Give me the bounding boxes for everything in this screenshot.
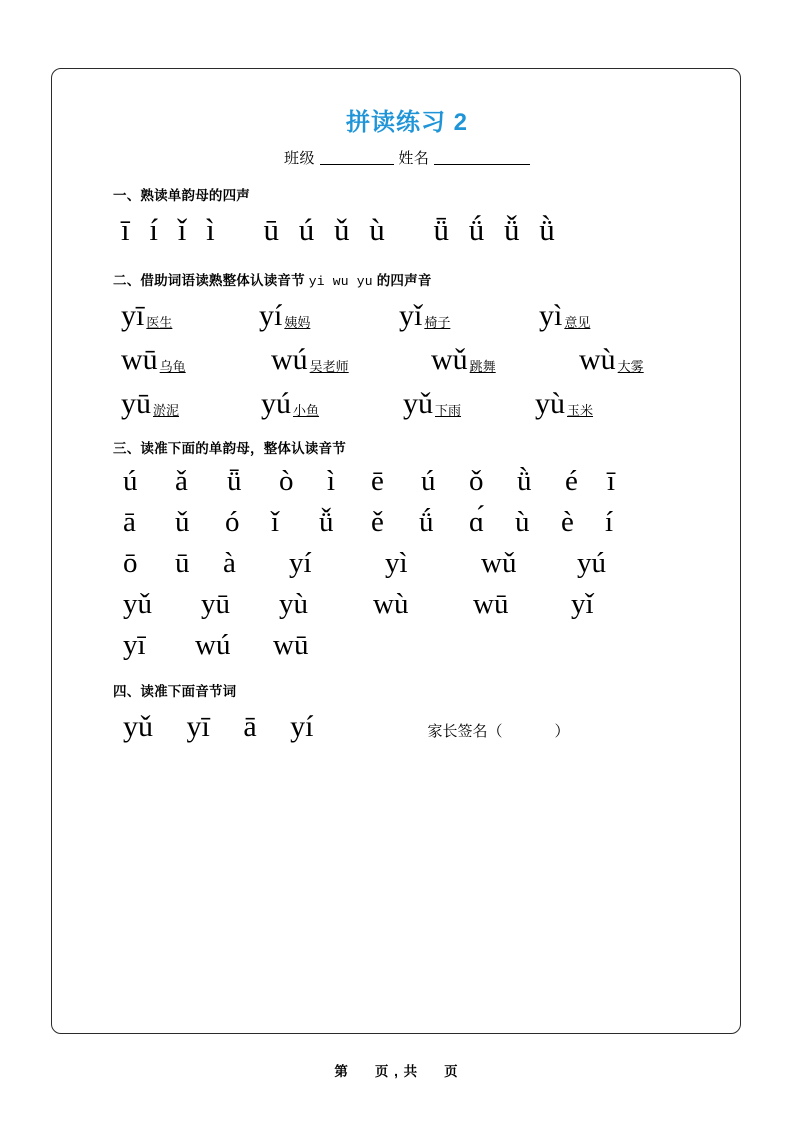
syllable: ó bbox=[225, 505, 240, 538]
syllable: í bbox=[605, 505, 614, 538]
syllable: wǔ bbox=[431, 342, 468, 376]
list-item bbox=[579, 343, 644, 377]
name-label: 姓名 bbox=[398, 150, 430, 167]
syllable: yǐ bbox=[571, 587, 594, 620]
table-row bbox=[123, 465, 701, 498]
syllable: ē bbox=[371, 464, 384, 497]
syllable: ā bbox=[123, 505, 136, 538]
gloss: 吴老师 bbox=[309, 358, 349, 374]
section-1-heading: 一、熟读单韵母的四声 bbox=[113, 188, 250, 203]
list-item bbox=[535, 387, 593, 421]
syllable: è bbox=[561, 505, 574, 538]
syllable: ǔ bbox=[175, 505, 190, 538]
syllable: ú bbox=[123, 464, 138, 497]
syllable: yú bbox=[261, 386, 291, 420]
syllable: ǜ bbox=[517, 464, 532, 497]
syllable: ò bbox=[279, 464, 294, 497]
vowel-group: ī í ǐ ì bbox=[121, 212, 221, 247]
section-4-row bbox=[113, 710, 701, 744]
gloss: 跳舞 bbox=[469, 358, 496, 374]
syllable: ù bbox=[515, 505, 530, 538]
syllable: yǔ bbox=[123, 587, 152, 620]
list-item bbox=[399, 299, 539, 333]
section-4-heading: 四、读准下面音节词 bbox=[113, 683, 237, 699]
gloss: 姨妈 bbox=[284, 314, 311, 330]
syllable: yū bbox=[201, 587, 230, 620]
section-2-heading-prefix: 二、借助词语读熟整体认读音节 bbox=[113, 272, 309, 288]
table-row bbox=[123, 588, 701, 621]
syllable: yǔ bbox=[403, 386, 433, 420]
list-item bbox=[121, 343, 271, 377]
section-3-heading: 三、读准下面的单韵母，整体认读音节 bbox=[113, 440, 346, 456]
table-row bbox=[123, 629, 701, 662]
list-item bbox=[261, 387, 403, 421]
table-row bbox=[121, 387, 701, 421]
gloss: 淤泥 bbox=[153, 402, 180, 418]
syllable: wù bbox=[373, 587, 409, 620]
gloss: 乌龟 bbox=[159, 358, 186, 374]
parent-signature-close: ） bbox=[554, 722, 570, 740]
syllable: yī bbox=[186, 709, 210, 743]
list-item bbox=[271, 343, 431, 377]
syllable: ā bbox=[243, 709, 257, 743]
syllable: ǒ bbox=[469, 464, 484, 497]
footer-middle: 页 , 共 bbox=[374, 1064, 419, 1079]
syllable: yī bbox=[123, 628, 146, 661]
syllable-list bbox=[123, 710, 340, 744]
gloss: 下雨 bbox=[435, 402, 462, 418]
syllable: yí bbox=[259, 298, 283, 332]
syllable: yù bbox=[279, 587, 308, 620]
syllable: ǚ bbox=[319, 505, 334, 538]
syllable: wū bbox=[121, 342, 158, 376]
syllable: ì bbox=[327, 464, 336, 497]
syllable: yū bbox=[121, 386, 151, 420]
list-item bbox=[121, 387, 261, 421]
syllable: wú bbox=[195, 628, 231, 661]
syllable: wū bbox=[273, 628, 309, 661]
gloss: 意见 bbox=[564, 314, 591, 330]
name-blank[interactable] bbox=[434, 150, 530, 165]
syllable: yī bbox=[121, 298, 145, 332]
syllable: ō bbox=[123, 546, 138, 579]
list-item bbox=[539, 299, 590, 333]
gloss: 小鱼 bbox=[293, 402, 320, 418]
parent-signature-label: 家长签名（ bbox=[427, 722, 503, 740]
gloss: 大雾 bbox=[617, 358, 644, 374]
syllable: yǐ bbox=[399, 298, 423, 332]
section-2-heading bbox=[113, 269, 701, 289]
table-row bbox=[121, 299, 701, 333]
syllable: ū bbox=[175, 546, 190, 579]
syllable: yì bbox=[385, 546, 408, 579]
page-footer bbox=[0, 1060, 793, 1080]
vowel-group: ū ú ǔ ù bbox=[263, 212, 391, 247]
syllable: yí bbox=[290, 709, 314, 743]
syllable: é bbox=[565, 464, 578, 497]
table-row bbox=[121, 343, 701, 377]
syllable: yù bbox=[535, 386, 565, 420]
worksheet-content bbox=[51, 68, 741, 1034]
syllable: ě bbox=[371, 505, 384, 538]
syllable: wǔ bbox=[481, 546, 517, 579]
syllable: yú bbox=[577, 546, 606, 579]
syllable: à bbox=[223, 546, 236, 579]
section-2-heading-suffix: 的四声音 bbox=[372, 272, 432, 288]
syllable: ú bbox=[421, 464, 436, 497]
syllable: ǎ bbox=[175, 464, 188, 497]
syllable: ɑ́ bbox=[469, 505, 485, 538]
syllable: ǘ bbox=[419, 505, 434, 538]
syllable: yí bbox=[289, 546, 312, 579]
gloss: 医生 bbox=[146, 314, 173, 330]
syllable: ǐ bbox=[271, 505, 280, 538]
vowel-group: ǖ ǘ ǚ ǜ bbox=[433, 212, 561, 247]
table-row bbox=[123, 506, 701, 539]
list-item bbox=[403, 387, 535, 421]
table-row bbox=[123, 547, 701, 580]
list-item bbox=[431, 343, 579, 377]
syllable: wù bbox=[579, 342, 616, 376]
class-blank[interactable] bbox=[320, 150, 394, 165]
syllable: wú bbox=[271, 342, 308, 376]
list-item bbox=[259, 299, 399, 333]
parent-signature-field[interactable] bbox=[428, 720, 570, 741]
page-title: 拼读练习 2 bbox=[345, 109, 468, 136]
syllable: ī bbox=[607, 464, 616, 497]
student-info-line bbox=[113, 147, 701, 168]
section-1-groups bbox=[121, 208, 701, 253]
gloss: 椅子 bbox=[424, 314, 451, 330]
syllable: wū bbox=[473, 587, 509, 620]
syllable: ǖ bbox=[227, 464, 242, 497]
class-label: 班级 bbox=[283, 150, 315, 167]
footer-prefix: 第 bbox=[334, 1064, 349, 1079]
syllable: yì bbox=[539, 298, 563, 332]
list-item bbox=[121, 299, 259, 333]
section-2-heading-pinyin: yi wu yu bbox=[308, 273, 373, 289]
syllable: yǔ bbox=[123, 709, 153, 743]
footer-suffix: 页 bbox=[444, 1064, 459, 1079]
gloss: 玉米 bbox=[567, 402, 594, 418]
